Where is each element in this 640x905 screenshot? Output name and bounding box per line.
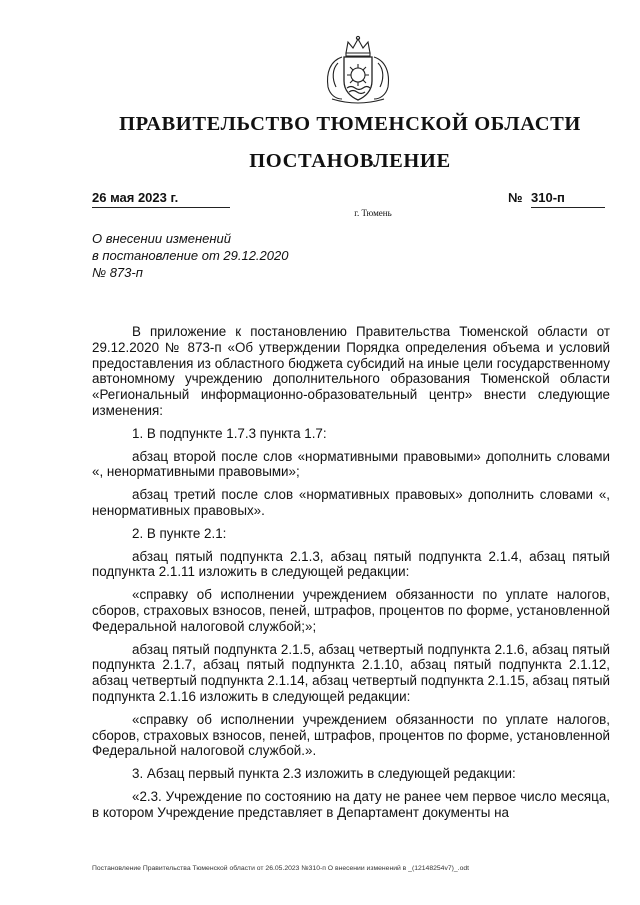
subject-line: в постановление от 29.12.2020 bbox=[92, 248, 289, 263]
government-title: ПРАВИТЕЛЬСТВО ТЮМЕНСКОЙ ОБЛАСТИ bbox=[119, 113, 581, 135]
document-date: 26 мая 2023 г. bbox=[92, 190, 230, 208]
body-paragraph: 2. В пункте 2.1: bbox=[132, 525, 227, 541]
body-paragraph: 3. Абзац первый пункта 2.3 изложить в следующей редакции: bbox=[132, 766, 516, 782]
body-paragraph: абзац второй после слов «нормативными правовыми» дополнить словами «, ненормативными правовыми»; bbox=[92, 448, 610, 480]
body-paragraph: В приложение к постановлению Правительства Тюменской области от 29.12.2020 № 873-п «Об утверждении Порядка определения объема и условий предоставления из областного бюджета субсидий на иные цели государственному автономному учреждению дополнительного образования Тюменской области «Региональный информационно-образовательный центр» внести следующие изменения: bbox=[92, 324, 610, 418]
body-paragraph: 1. В подпункте 1.7.3 пункта 1.7: bbox=[132, 425, 327, 441]
body-paragraph: «2.3. Учреждение по состоянию на дату не ранее чем первое число месяца, в котором Учреждение представляет в Департамент документы на bbox=[92, 788, 610, 820]
document-body bbox=[92, 324, 610, 828]
body-paragraph: абзац третий после слов «нормативных правовых» дополнить словами «, ненормативных правовых». bbox=[92, 487, 610, 518]
body-paragraph: «справку об исполнении учреждением обязанности по уплате налогов, сборов, страховых взносов, пеней, штрафов, процентов по форме, установленной Федеральной налоговой службой;»; bbox=[92, 587, 610, 634]
subject-line: № 873-п bbox=[92, 265, 143, 280]
body-paragraph: «справку об исполнении учреждением обязанности по уплате налогов, сборов, страховых взносов, пеней, штрафов, процентов по форме, установленной Федеральной налоговой службой.». bbox=[92, 711, 610, 759]
subject-line: О внесении изменений bbox=[92, 231, 231, 246]
document-type-title: ПОСТАНОВЛЕНИЕ bbox=[249, 150, 451, 172]
number-sign: № bbox=[508, 190, 523, 205]
body-paragraph: абзац пятый подпункта 2.1.3, абзац пятый подпункта 2.1.4, абзац пятый подпункта 2.1.11 изложить в следующей редакции: bbox=[92, 548, 610, 580]
body-paragraph: абзац пятый подпункта 2.1.5, абзац четвертый подпункта 2.1.6, абзац пятый подпункта 2.1.7, абзац пятый подпункта 2.1.10, абзац пятый подпункта 2.1.12, абзац четвертый подпункта 2.1.14, абзац четвертый подпункта 2.1.15, абзац пятый подпункта 2.1.16 изложить в следующей редакции: bbox=[92, 641, 610, 704]
document-number: 310-п bbox=[531, 190, 605, 208]
document-subject bbox=[92, 230, 352, 281]
page-footer: Постановление Правительства Тюменской области от 26.05.2023 №310-п О внесении изменений в _(12148254v7)_.odt bbox=[92, 865, 470, 872]
city-label: г. Тюмень bbox=[354, 208, 392, 218]
coat-of-arms-icon bbox=[318, 33, 398, 107]
